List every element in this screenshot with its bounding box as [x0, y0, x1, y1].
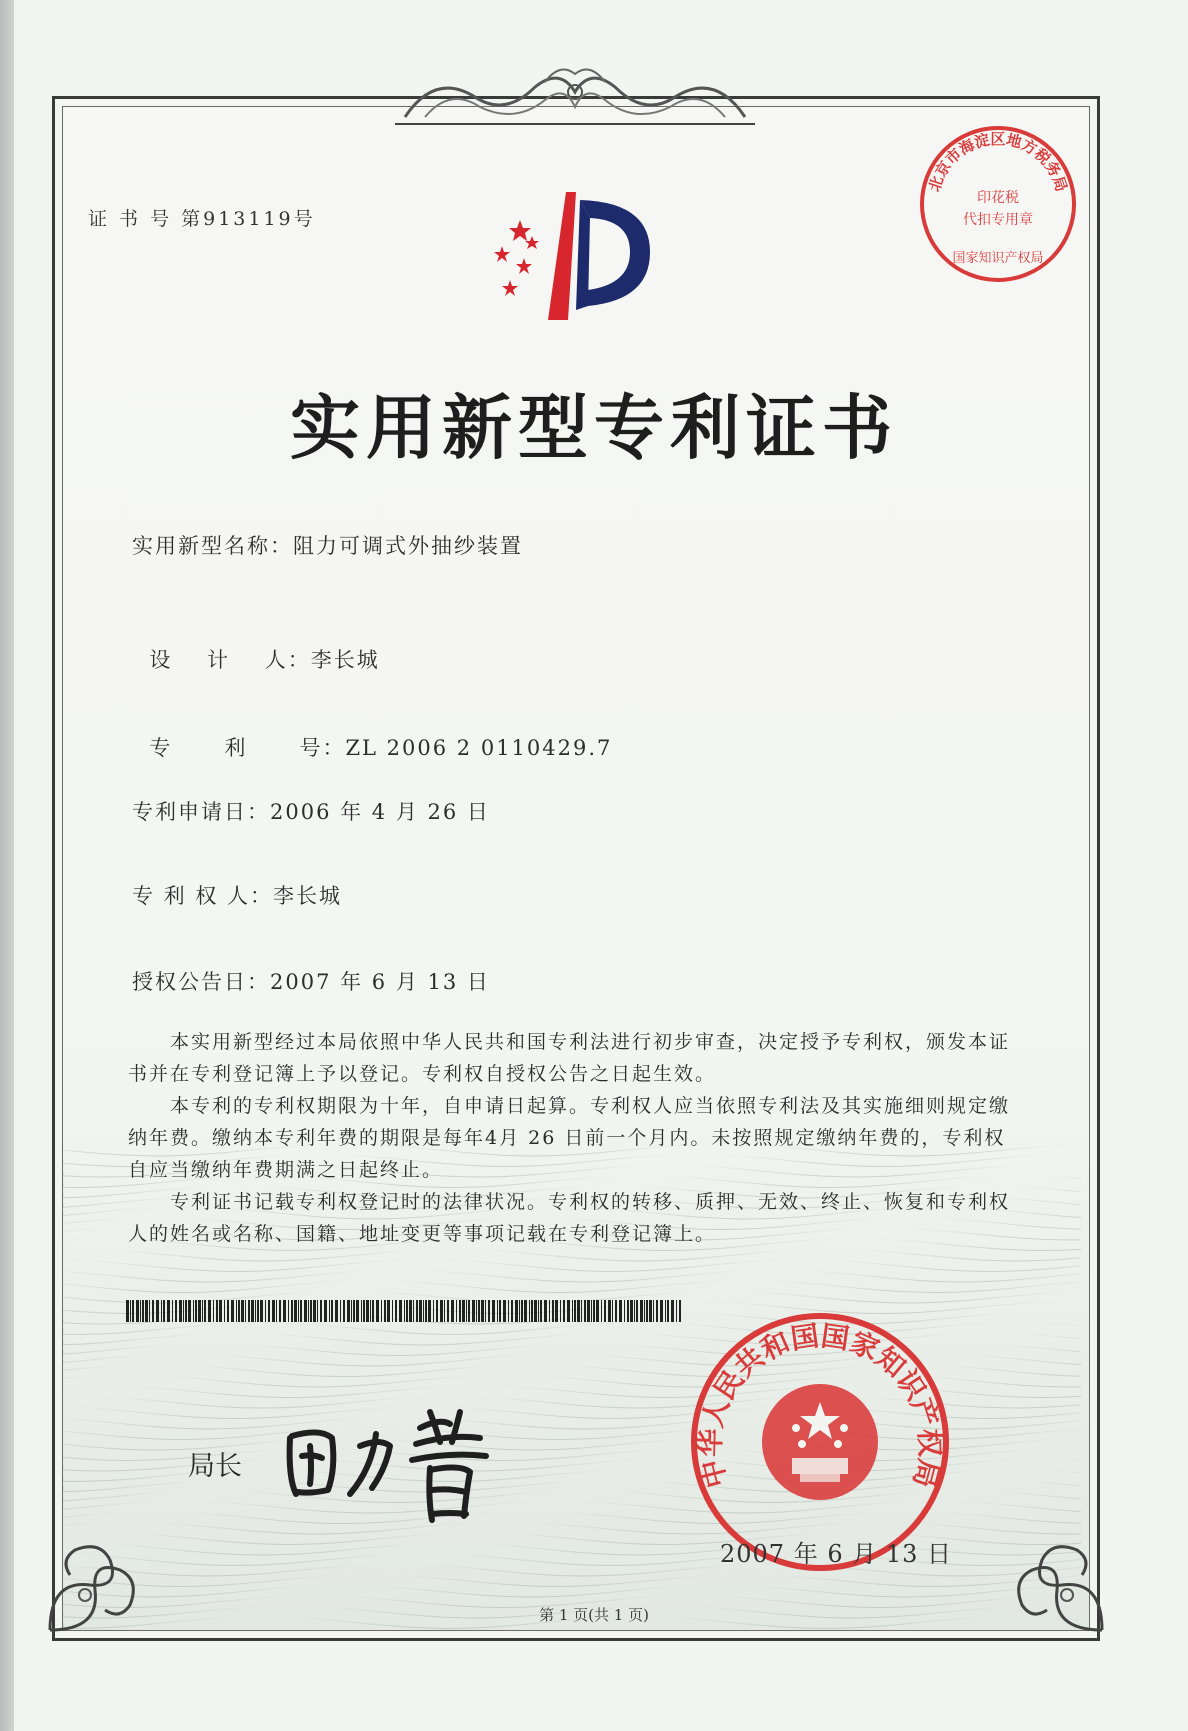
director-signature [280, 1398, 510, 1528]
barcode [126, 1300, 682, 1322]
field-value: 阻力可调式外抽纱装置 [293, 534, 523, 558]
certificate-body [128, 1026, 1012, 1250]
field-value: 李长城 [310, 648, 380, 672]
field-label: 授权公告日： [132, 970, 270, 994]
field-grant-date [132, 966, 490, 996]
certificate-number: 证 书 号 第913119号 [88, 208, 316, 230]
field-label: 专 利 权 人： [132, 884, 274, 908]
top-scroll-ornament [395, 62, 755, 132]
tax-seal-ring-text: 北京市海淀区地方税务局 [925, 130, 1071, 194]
field-label: 实用新型名称： [132, 534, 293, 558]
field-label: 专 利 号： [149, 736, 346, 760]
field-label: 专利申请日： [132, 800, 270, 824]
field-label: 设 计 人： [149, 648, 311, 672]
page-number: 第 1 页(共 1 页) [539, 1606, 649, 1624]
field-value: ZL 2006 2 0110429.7 [345, 736, 613, 760]
body-paragraph-1: 本实用新型经过本局依照中华人民共和国专利法进行初步审查，决定授予专利权，颁发本证书并在专利登记簿上予以登记。专利权自授权公告之日起生效。 [128, 1031, 1011, 1085]
field-patent-number [132, 708, 612, 762]
tax-stamp-seal [916, 122, 1080, 286]
field-value: 2006 年 4 月 26 日 [270, 800, 490, 824]
field-value: 2007 年 6 月 13 日 [270, 970, 490, 994]
seal-date: 2007 年 6 月 13 日 [720, 1540, 953, 1568]
tax-seal-line-2: 代扣专用章 [963, 212, 1033, 228]
tax-seal-bottom-text: 国家知识产权局 [952, 251, 1044, 266]
body-paragraph-3: 专利证书记载专利权登记时的法律状况。专利权的转移、质押、无效、终止、恢复和专利权人的姓名或名称、国籍、地址变更等事项记载在专利登记簿上。 [128, 1191, 1011, 1245]
field-value: 李长城 [273, 884, 343, 908]
certificate-title: 实用新型专利证书 [290, 386, 898, 469]
svg-text:北京市海淀区地方税务局 [925, 130, 1070, 194]
body-paragraph-2: 本专利的专利权期限为十年，自申请日起算。专利权人应当依照专利法及其实施细则规定缴纳年费。缴纳本专利年费的期限是每年4月 26 日前一个月内。未按照规定缴纳年费的，专利权自应当缴纳年费期满之日起终止。 [128, 1095, 1011, 1181]
tax-seal-line-1: 印花税 [977, 190, 1019, 206]
national-emblem-icon [762, 1384, 878, 1500]
director-label: 局长 [188, 1451, 242, 1482]
field-application-date [132, 796, 490, 826]
field-utility-model-name [132, 530, 523, 560]
field-patentee [132, 880, 342, 910]
patent-office-logo [480, 180, 680, 330]
national-seal-ring-text: 中华人民共和国国家知识产权局 [693, 1319, 947, 1492]
field-designer [132, 620, 380, 674]
